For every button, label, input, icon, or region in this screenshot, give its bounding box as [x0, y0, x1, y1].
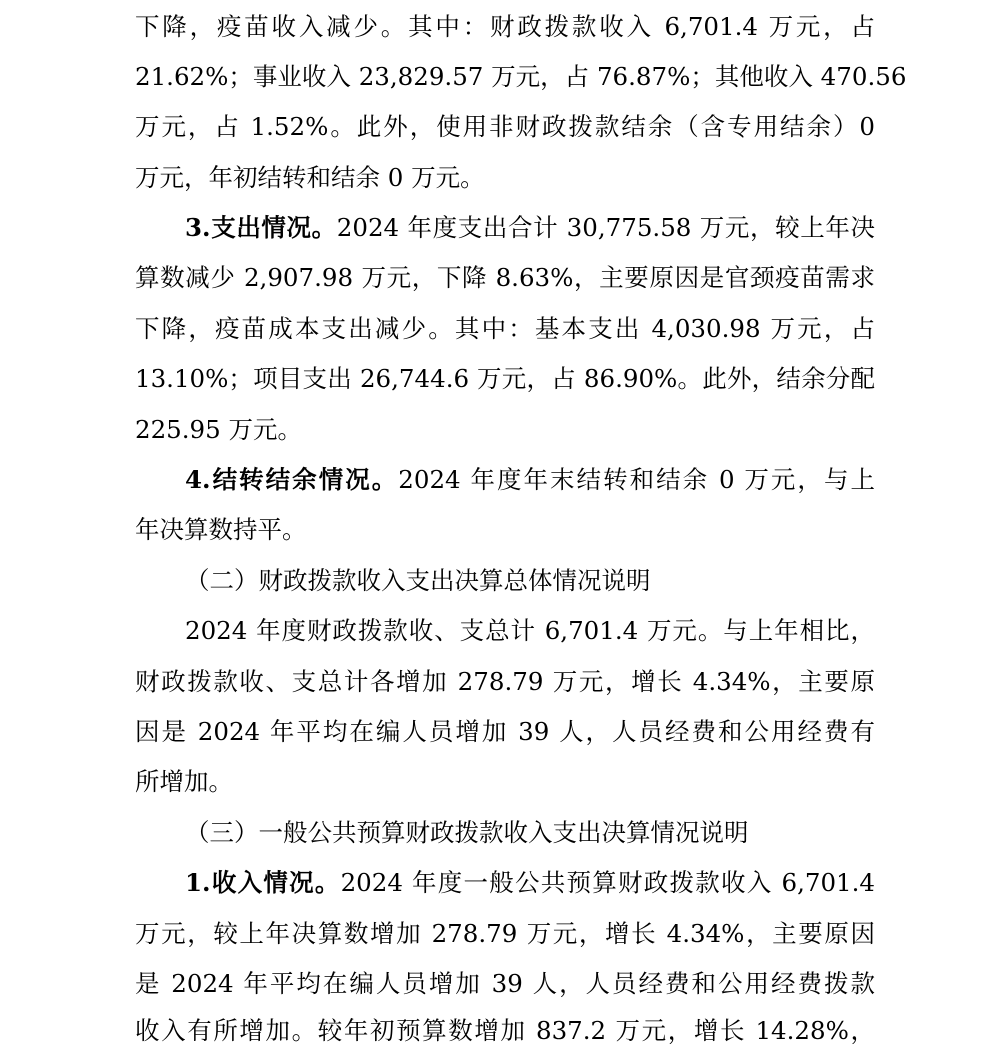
paragraph-expenditure: 3.支出情况。2024 年度支出合计 30,775.58 万元，较上年决 — [185, 213, 875, 242]
text-line: 因是 2024 年平均在编人员增加 39 人，人员经费和公用经费有 — [135, 717, 875, 746]
text-line: 财政拨款收、支总计各增加 278.79 万元，增长 4.34%，主要原 — [135, 667, 875, 696]
text-line: 万元，较上年决算数增加 278.79 万元，增长 4.34%，主要原因 — [135, 919, 875, 948]
text-line: 下降，疫苗成本支出减少。其中：基本支出 4,030.98 万元，占 — [135, 314, 875, 343]
paragraph-general-income: 1.收入情况。2024 年度一般公共预算财政拨款收入 6,701.4 — [185, 868, 875, 897]
text-line: 21.62%；事业收入 23,829.57 万元，占 76.87%；其他收入 470.56 — [135, 62, 907, 91]
text-line: 年决算数持平。 — [135, 515, 307, 544]
text-line: 收入有所增加。较年初预算数增加 837.2 万元，增长 14.28%， — [135, 1016, 875, 1045]
text-line: 万元，年初结转和结余 0 万元。 — [135, 163, 485, 192]
paragraph-fiscal-total: 2024 年度财政拨款收、支总计 6,701.4 万元。与上年相比， — [185, 616, 875, 645]
text-line: 是 2024 年平均在编人员增加 39 人，人员经费和公用经费拨款 — [135, 969, 875, 998]
section-heading-expenditure: 3.支出情况。 — [185, 213, 337, 242]
section-heading-carryover: 4.结转结余情况。 — [185, 465, 399, 494]
text-line: 225.95 万元。 — [135, 415, 303, 444]
text-line: 13.10%；项目支出 26,744.6 万元，占 86.90%。此外，结余分配 — [135, 364, 875, 393]
section-heading-3: （三）一般公共预算财政拨款收入支出决算情况说明 — [185, 818, 749, 847]
section-heading-income: 1.收入情况。 — [185, 868, 341, 897]
text-line: 万元，占 1.52%。此外，使用非财政拨款结余（含专用结余）0 — [135, 112, 875, 141]
section-heading-2: （二）财政拨款收入支出决算总体情况说明 — [185, 566, 651, 595]
text-line: 所增加。 — [135, 767, 233, 796]
paragraph-carryover: 4.结转结余情况。2024 年度年末结转和结余 0 万元，与上 — [185, 465, 875, 494]
text-line: 算数减少 2,907.98 万元，下降 8.63%，主要原因是官颈疫苗需求 — [135, 263, 875, 292]
text-line: 下降，疫苗收入减少。其中：财政拨款收入 6,701.4 万元，占 — [135, 12, 875, 41]
